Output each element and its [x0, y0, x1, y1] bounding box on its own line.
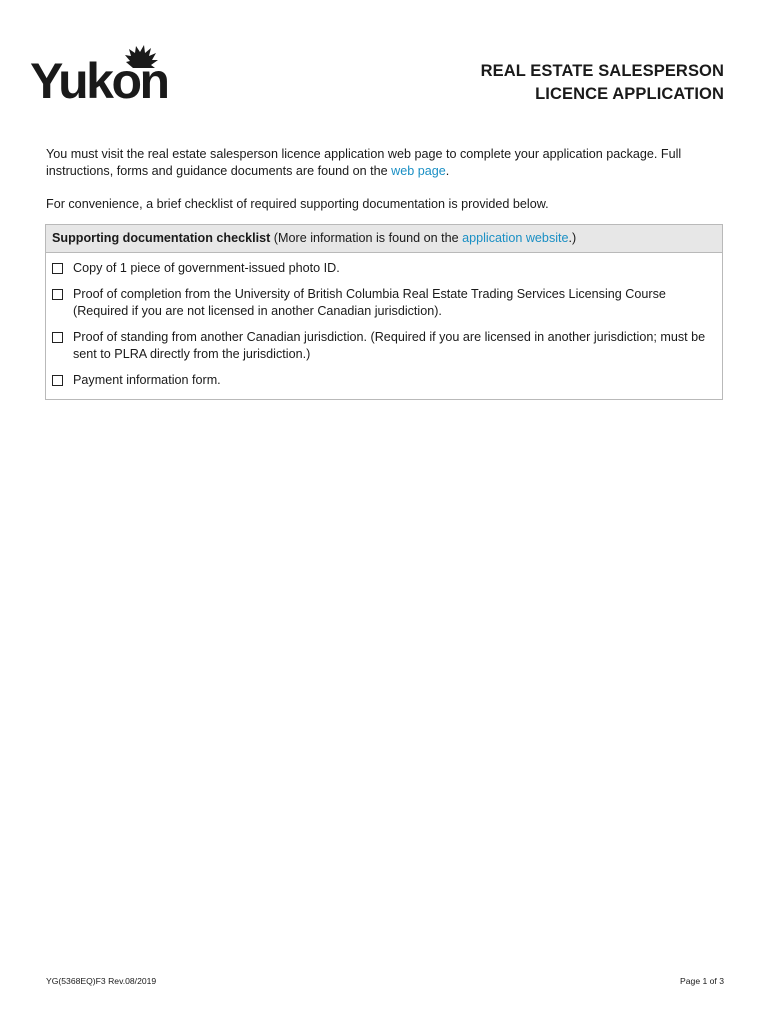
checkbox-photo-id[interactable] [52, 263, 63, 274]
checklist-item-label: Proof of standing from another Canadian jurisdiction. (Required if you are licensed in another jurisdiction; must be sent to PLRA directly from the jurisdiction.) [73, 330, 706, 361]
yukon-logo [30, 38, 180, 104]
checklist-item-label: Copy of 1 piece of government-issued photo ID. [73, 261, 340, 275]
checklist-item-label: Payment information form. [73, 373, 221, 387]
intro-paragraph-1-text: You must visit the real estate salesperson licence application web page to complete your application package. Full instructions, forms and guidance documents are found on the [46, 147, 682, 178]
checklist-heading: Supporting documentation checklist [52, 231, 271, 245]
checklist-item-proof-of-standing [52, 329, 716, 363]
intro-paragraph-2: For convenience, a brief checklist of required supporting documentation is provided below. [46, 197, 549, 211]
checklist-item-ubc-course [52, 286, 716, 320]
page-title-line1: REAL ESTATE SALESPERSON [480, 62, 724, 80]
yukon-logo-wordmark: Yukon [30, 53, 168, 104]
checklist-header [46, 225, 722, 253]
checklist-item-label: Proof of completion from the University of British Columbia Real Estate Trading Services Licensing Course (Required if you are not licensed in another Canadian jurisdiction). [73, 287, 666, 318]
intro-paragraph-1-end: . [445, 164, 450, 178]
checkbox-proof-of-standing[interactable] [52, 332, 63, 343]
page-title-line2: LICENCE APPLICATION [535, 85, 724, 103]
yukon-logo-graphic [30, 38, 180, 104]
checkbox-payment-form[interactable] [52, 375, 63, 386]
web-page-link[interactable]: web page [391, 164, 446, 178]
checklist-heading-note-end: .) [568, 231, 577, 245]
page-number: Page 1 of 3 [680, 976, 724, 986]
checklist-item-photo-id [52, 260, 716, 277]
intro-section [46, 146, 726, 213]
form-code: YG(5368EQ)F3 Rev.08/2019 [46, 976, 157, 986]
documentation-checklist [45, 224, 723, 400]
checklist-item-payment-form [52, 372, 716, 389]
page-title [481, 60, 724, 106]
application-website-link[interactable]: application website [462, 231, 569, 245]
checklist-body [46, 253, 722, 399]
checklist-heading-note: (More information is found on the [270, 231, 463, 245]
intro-paragraph-1 [46, 146, 726, 180]
checkbox-ubc-course[interactable] [52, 289, 63, 300]
